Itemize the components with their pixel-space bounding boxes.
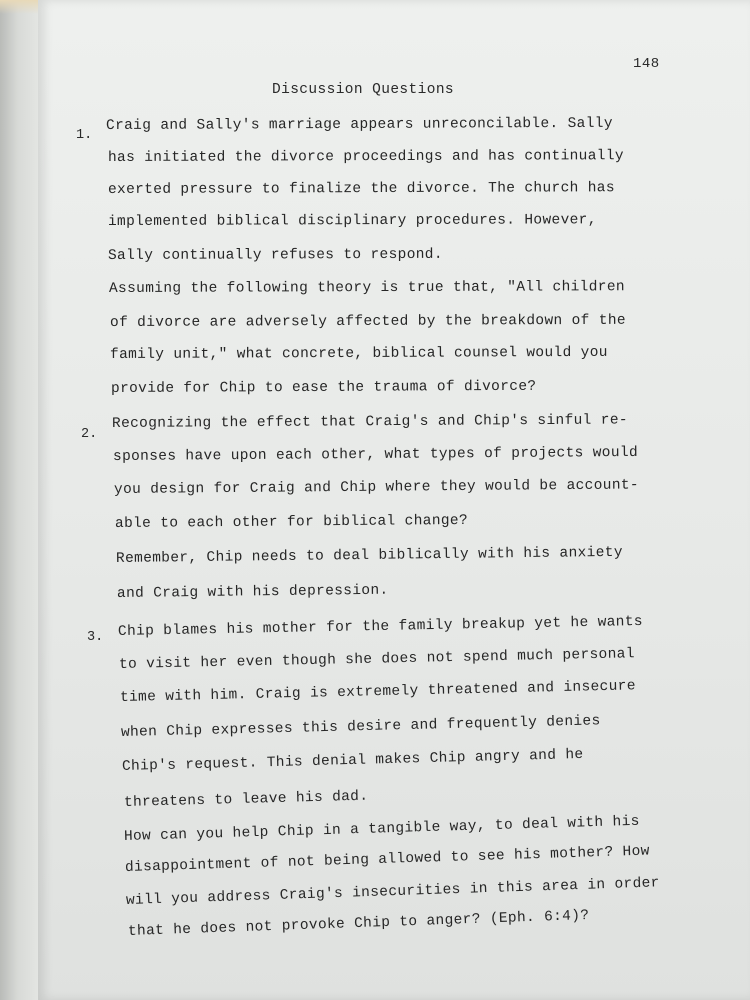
question-1-line-4: implemented biblical disciplinary procedures. However, [107, 212, 597, 230]
question-1-line-6: Assuming the following theory is true that, "All children [108, 279, 625, 297]
question-3-line-8: disappointment of not being allowed to see his mother? How [124, 843, 650, 876]
question-1-line-9: provide for Chip to ease the trauma of divorce? [110, 378, 537, 397]
question-3-line-3: time with him. Craig is extremely threatened and insecure [119, 678, 636, 706]
question-3-line-9: will you address Craig's insecurities in this area in order [125, 875, 661, 909]
question-3-line-6: threatens to leave his dad. [123, 788, 369, 811]
question-3-line-1: Chip blames his mother for the family breakup yet he wants [117, 613, 644, 640]
question-2-line-5: Remember, Chip needs to deal biblically with his anxiety [115, 544, 623, 567]
question-3-line-4: when Chip expresses this desire and frequently denies [120, 713, 601, 741]
question-1-number: 1. [76, 128, 93, 143]
question-1-line-7: of divorce are adversely affected by the breakdown of the [109, 312, 626, 331]
question-3-line-7: How can you help Chip in a tangible way, to deal with his [123, 813, 640, 845]
question-2-line-3: you design for Craig and Chip where they would be account- [113, 477, 640, 498]
question-2-line-4: able to each other for biblical change? [114, 512, 469, 532]
question-3-line-2: to visit her even though she does not spend much personal [118, 646, 635, 673]
page-title: Discussion Questions [272, 82, 455, 98]
question-3-line-10: that he does not provoke Chip to anger? (Eph. 6:4)? [127, 907, 590, 940]
question-1-line-8: family unit," what concrete, biblical counsel would you [109, 344, 608, 363]
question-1-line-1: Craig and Sally's marriage appears unreconcilable. Sally [105, 115, 613, 134]
question-3-number: 3. [87, 630, 104, 645]
book-binding-shadow [0, 0, 40, 1000]
question-1-line-5: Sally continually refuses to respond. [107, 246, 443, 264]
question-2-number: 2. [81, 427, 98, 442]
page-number: 148 [633, 56, 660, 72]
question-3-line-5: Chip's request. This denial makes Chip angry and he [121, 746, 584, 775]
question-1-line-3: exerted pressure to finalize the divorce. The church has [107, 180, 615, 198]
question-2-line-1: Recognizing the effect that Craig's and Chip's sinful re- [111, 412, 628, 432]
question-1-line-2: has initiated the divorce proceedings and has continually [107, 148, 624, 166]
document-page [38, 0, 750, 1000]
question-2-line-6: and Craig with his depression. [116, 582, 389, 602]
question-2-line-2: sponses have upon each other, what types of projects would [112, 444, 639, 465]
